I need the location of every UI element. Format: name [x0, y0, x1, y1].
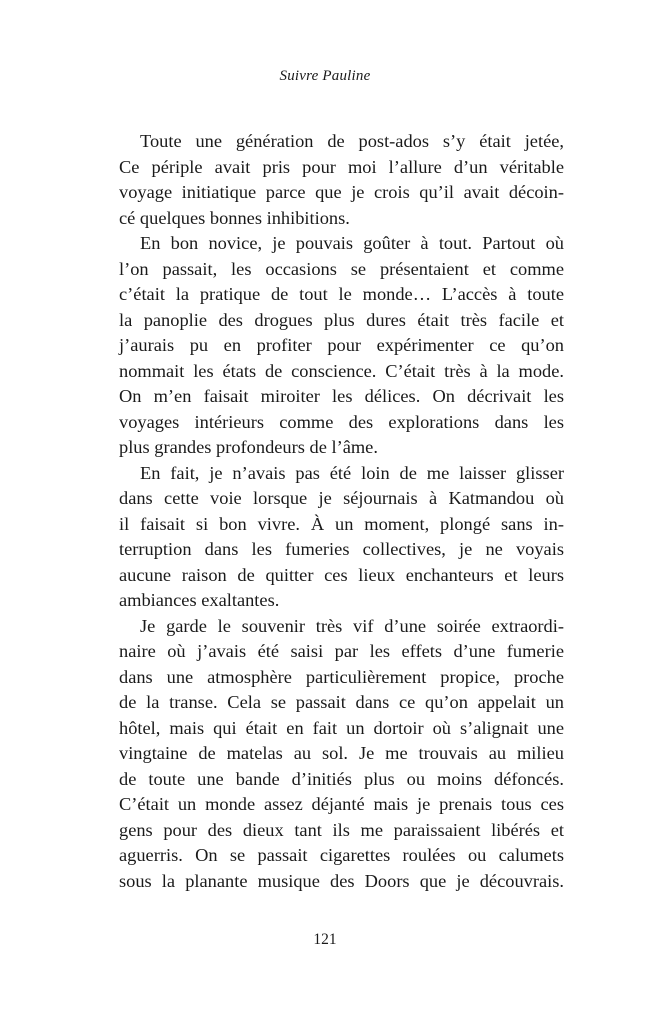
- text-line: cé quelques bonnes inhibitions.: [119, 207, 350, 228]
- text-line: gens pour des dieux tant ils me paraissaient libérés et: [119, 819, 564, 840]
- text-line: vingtaine de matelas au sol. Je me trouvais au milieu: [119, 743, 564, 763]
- body-text: [119, 129, 564, 894]
- paragraph: [119, 231, 564, 461]
- text-line: hôtel, mais qui était en fait un dortoir où s’alignait une: [119, 717, 564, 738]
- text-line: voyages intérieurs comme des explorations dans les: [119, 411, 564, 432]
- text-line: En fait, je n’avais pas été loin de me laisser glisser: [140, 462, 564, 483]
- text-line: plus grandes profondeurs de l’âme.: [119, 437, 378, 457]
- text-line: naire où j’avais été saisi par les effets d’une fumerie: [119, 641, 564, 661]
- text-line: Ce périple avait pris pour moi l’allure d’un véritable: [119, 156, 564, 177]
- text-line: de la transe. Cela se passait dans ce qu’on appelait un: [119, 692, 564, 712]
- page-number: 121: [313, 931, 337, 948]
- text-line: En bon novice, je pouvais goûter à tout. Partout où: [140, 233, 564, 253]
- text-line: aguerris. On se passait cigarettes roulées ou calumets: [119, 845, 564, 865]
- text-line: de toute une bande d’initiés plus ou moins défoncés.: [119, 768, 564, 789]
- paragraph: [119, 614, 564, 895]
- text-line: Toute une génération de post-ados s’y était jetée,: [140, 131, 564, 151]
- text-line: dans cette voie lorsque je séjournais à Katmandou où: [119, 488, 564, 508]
- running-head: Suivre Pauline: [279, 68, 371, 84]
- text-line: c’était la pratique de tout le monde… L’accès à toute: [119, 284, 564, 304]
- text-line: dans une atmosphère particulièrement propice, proche: [119, 666, 564, 687]
- text-line: C’était un monde assez déjanté mais je prenais tous ces: [119, 794, 564, 814]
- text-line: voyage initiatique parce que je crois qu’il avait décoin-: [119, 182, 564, 202]
- text-line: il faisait si bon vivre. À un moment, plongé sans in-: [119, 513, 564, 534]
- text-line: ambiances exaltantes.: [119, 590, 280, 610]
- text-line: On m’en faisait miroiter les délices. On décrivait les: [119, 386, 564, 406]
- text-line: aucune raison de quitter ces lieux enchanteurs et leurs: [119, 564, 564, 585]
- text-line: j’aurais pu en profiter pour expérimenter ce qu’on: [119, 335, 564, 355]
- text-line: la panoplie des drogues plus dures était très facile et: [119, 309, 564, 330]
- paragraph: [119, 129, 564, 231]
- text-line: nommait les états de conscience. C’était très à la mode.: [119, 360, 564, 381]
- text-line: sous la planante musique des Doors que je découvrais.: [119, 870, 564, 891]
- paragraph: [119, 461, 564, 614]
- text-line: l’on passait, les occasions se présentaient et comme: [119, 258, 564, 279]
- text-line: Je garde le souvenir très vif d’une soirée extraordi-: [140, 615, 564, 636]
- text-line: terruption dans les fumeries collectives, je ne voyais: [119, 539, 564, 559]
